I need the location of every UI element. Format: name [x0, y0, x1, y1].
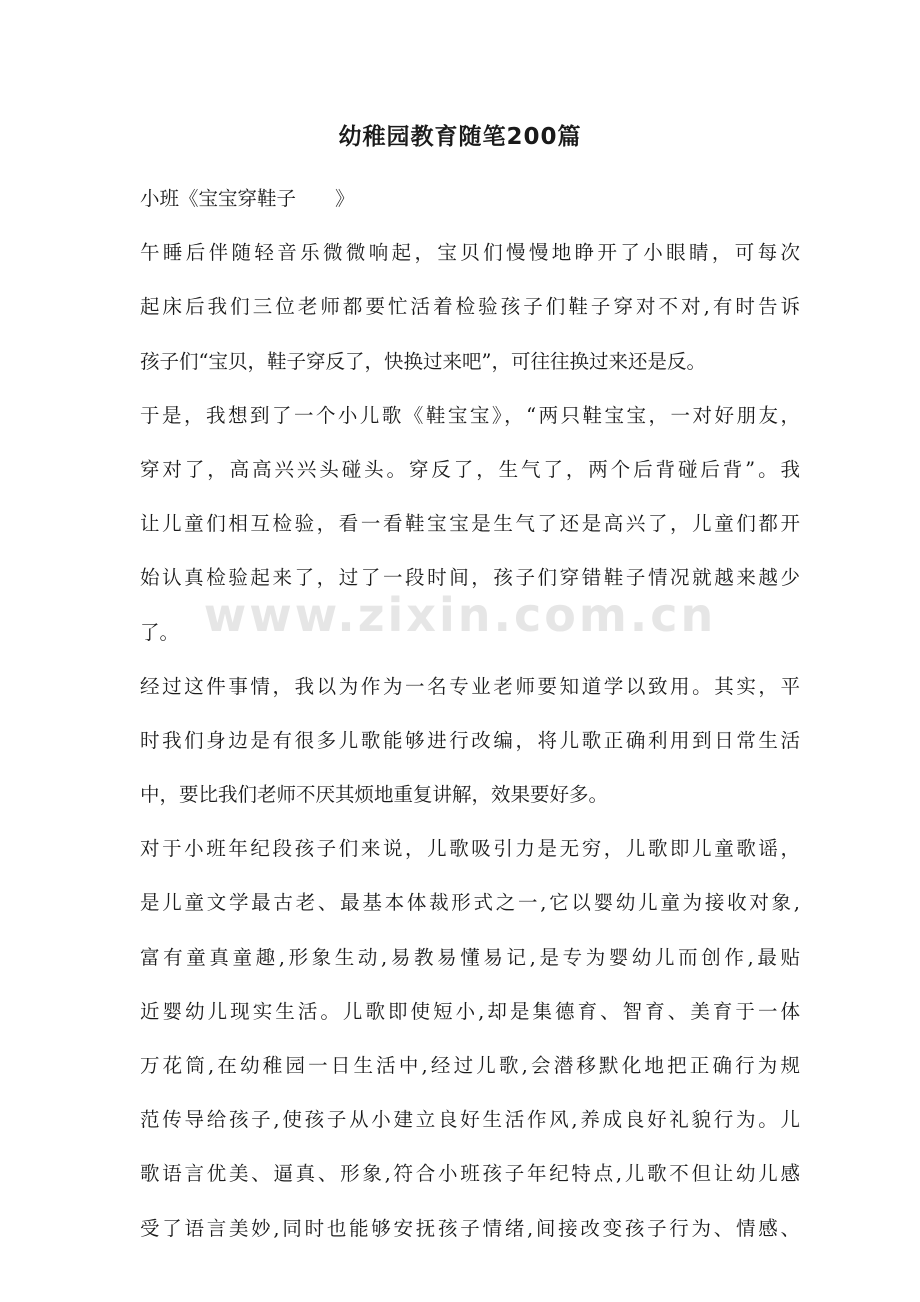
- text-line: 受了语言美妙,同时也能够安抚孩子情绪,间接改变孩子行为、情感、: [140, 1216, 800, 1240]
- document-body: [140, 172, 800, 1256]
- document-title: 幼稚园教育随笔200篇: [338, 124, 582, 150]
- text-line: 中，要比我们老师不厌其烦地重复讲解，效果要好多。: [140, 783, 609, 807]
- text-line: 万花筒,在幼稚园一日生活中,经过儿歌,会潜移默化地把正确行为规: [140, 1054, 800, 1077]
- text-line: 午睡后伴随轻音乐微微响起，宝贝们慢慢地睁开了小眼睛，可每次: [140, 241, 800, 265]
- text-line: 孩子们“宝贝，鞋子穿反了，快换过来吧”，可往往换过来还是反。: [140, 349, 706, 373]
- text-line: 始认真检验起来了，过了一段时间，孩子们穿错鞋子情况就越来越少: [140, 566, 800, 590]
- text-line: 是儿童文学最古老、最基本体裁形式之一,它以婴幼儿童为接收对象,: [140, 891, 800, 915]
- text-line: 让儿童们相互检验，看一看鞋宝宝是生气了还是高兴了，儿童们都开: [140, 512, 800, 536]
- text-line: 富有童真童趣,形象生动,易教易懂易记,是专为婴幼儿而创作,最贴: [140, 945, 800, 969]
- text-line: 于是，我想到了一个小儿歌《鞋宝宝》，“两只鞋宝宝，一对好朋友，: [140, 403, 800, 427]
- text-line: 起床后我们三位老师都要忙活着检验孩子们鞋子穿对不对,有时告诉: [140, 295, 800, 319]
- text-line: 对于小班年纪段孩子们来说，儿歌吸引力是无穷，儿歌即儿童歌谣，: [140, 837, 800, 861]
- watermark: www.zixin.com.cn: [203, 588, 717, 642]
- text-line: 歌语言优美、逼真、形象,符合小班孩子年纪特点,儿歌不但让幼儿感: [140, 1162, 800, 1186]
- text-line: 小班《宝宝穿鞋子 》: [140, 187, 355, 210]
- text-line: 经过这件事情，我以为作为一名专业老师要知道学以致用。其实，平: [140, 674, 800, 698]
- text-line: 范传导给孩子,使孩子从小建立良好生活作风,养成良好礼貌行为。儿: [140, 1108, 800, 1132]
- text-line: 穿对了，高高兴兴头碰头。穿反了，生气了，两个后背碰后背”。我: [140, 457, 800, 481]
- text-line: 近婴幼儿现实生活。儿歌即使短小,却是集德育、智育、美育于一体: [140, 999, 800, 1023]
- text-line: 了。: [140, 620, 180, 644]
- text-line: 时我们身边是有很多儿歌能够进行改编，将儿歌正确利用到日常生活: [140, 728, 800, 752]
